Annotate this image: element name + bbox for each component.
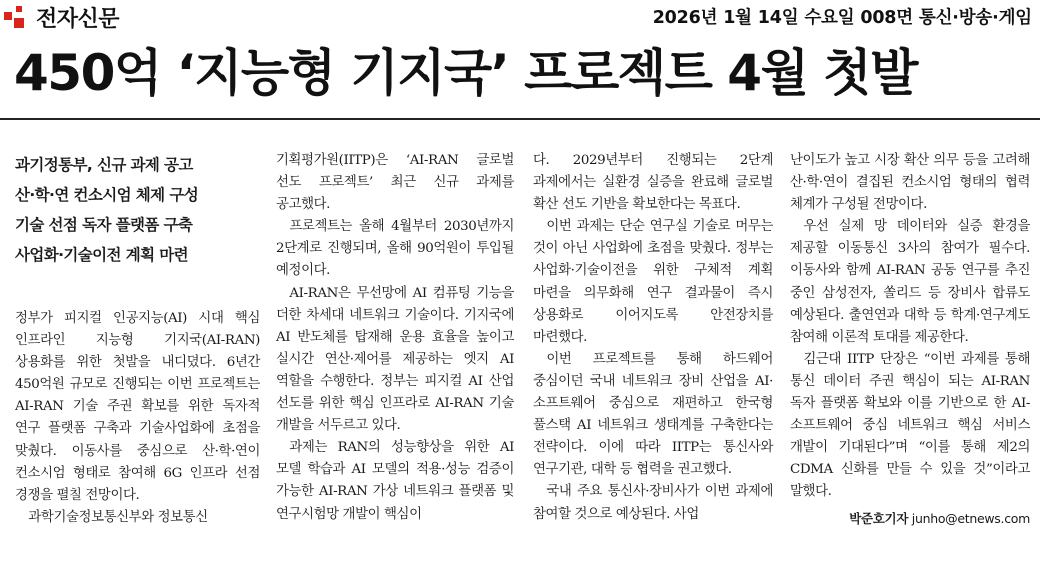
logo-text: 전자신문 — [36, 7, 120, 32]
subheadline-deck — [15, 150, 260, 270]
issue-info: 2026년 1월 14일 수요일 008면 통신·방송·게임 — [652, 8, 1032, 28]
body-paragraph: 난이도가 높고 시장 확산 의무 등을 고려해 산·학·연이 결집된 컨소시엄 형태의 협력 체계가 구성될 전망이다. — [790, 153, 1030, 213]
article-column-3 — [533, 150, 773, 526]
reporter-name: 박준호기자 — [849, 510, 909, 526]
article-column-2 — [276, 150, 514, 526]
article-column-4 — [790, 150, 1030, 530]
body-paragraph: 국내 주요 통신사·장비사가 이번 과제에 참여할 것으로 예상된다. 사업 — [533, 484, 773, 522]
deck-line: 사업화·기술이전 계획 마련 — [15, 246, 188, 264]
body-paragraph: 과제는 RAN의 성능향상을 위한 AI 모델 학습과 AI 모델의 적용·성능 검증이 가능한 AI-RAN 가상 네트워크 플랫폼 및 연구시험망 개발이 핵심이 — [276, 440, 514, 522]
deck-line: 기술 선점 독자 플랫폼 구축 — [15, 216, 193, 234]
newspaper-logo[interactable] — [4, 2, 119, 33]
masthead — [0, 0, 1040, 38]
reporter-email[interactable]: junho@etnews.com — [911, 510, 1030, 526]
byline — [790, 508, 1030, 530]
body-paragraph: 정부가 피지컬 인공지능(AI) 시대 핵심 인프라인 지능형 기지국(AI-RAN) 상용화를 위한 첫발을 내디뎠다. 6년간 450억원 규모로 진행되는 이번 프로젝트는 AI-RAN 기술 주권 확보를 위한 독자적 연구 플랫폼 구축과 기술사업화에 초점을 맞췄다. 이동사를 중심으로 산·학·연이 컨소시엄 형태로 참여해 6G 인프라 선점 경쟁을 펼칠 전망이다. — [15, 311, 260, 503]
body-paragraph: 우선 실제 망 데이터와 실증 환경을 제공할 이동통신 3사의 참여가 필수다. 이동사와 함께 AI-RAN 공동 연구를 추진 중인 삼성전자, 쏠리드 등 장비사 합류도 예상된다. 출연연과 대학 등 학계·연구계도 참여해 이론적 토대를 제공한다. — [790, 219, 1030, 345]
body-paragraph: 이번 과제는 단순 연구실 기술로 머무는 것이 아닌 사업화에 초점을 맞췄다. 정부는 사업화·기술이전을 위한 구체적 계획 마련을 의무화해 연구 결과물이 즉시 상용화로 이어지도록 안전장치를 마련했다. — [533, 219, 773, 345]
body-paragraph: 과학기술정보통신부와 정보통신 — [28, 509, 208, 525]
body-paragraph: 프로젝트는 올해 4월부터 2030년까지 2단계로 진행되며, 올해 90억원이 투입될 예정이다. — [276, 219, 514, 279]
article-column-1 — [15, 150, 260, 529]
body-paragraph: 다. 2029년부터 진행되는 2단계 과제에서는 실환경 실증을 완료해 글로벌 확산 선도 기반을 확보한다는 목표다. — [533, 153, 773, 213]
deck-line: 과기정통부, 신규 과제 공고 — [15, 156, 193, 174]
headline-divider — [0, 118, 1040, 120]
headline: 450억 ‘지능형 기지국’ 프로젝트 4월 첫발 — [14, 44, 917, 102]
logo-mark-icon — [4, 4, 32, 32]
body-paragraph: 이번 프로젝트를 통해 하드웨어 중심이던 국내 네트워크 장비 산업을 AI·소프트웨어 중심으로 재편하고 한국형 풀스택 AI 네트워크 생태계를 구축한다는 전략이다. 이에 따라 IITP는 통신사와 연구기관, 대학 등 협력을 권고했다. — [533, 351, 773, 478]
body-paragraph: 기획평가원(IITP)은 ‘AI-RAN 글로벌 선도 프로젝트’ 최근 신규 과제를 공고했다. — [276, 153, 514, 213]
deck-line: 산·학·연 컨소시엄 체제 구성 — [15, 186, 199, 204]
body-paragraph: 김근대 IITP 단장은 “이번 과제를 통해 통신 데이터 주권 핵심이 되는 AI-RAN 독자 플랫폼 확보와 이를 기반으로 한 AI-소프트웨어 중심 네트워크 핵심 서비스 개발이 기대된다”며 “이를 통해 제2의 CDMA 신화를 만들 수 있을 것”이라고 말했다. — [790, 351, 1030, 500]
body-paragraph: AI-RAN은 무선망에 AI 컴퓨팅 기능을 더한 차세대 네트워크 기술이다. 기지국에 AI 반도체를 탑재해 운용 효율을 높이고 실시간 연산·제어를 제공하는 엣지 AI 역할을 수행한다. 정부는 피지컬 AI 산업 선도를 위한 핵심 인프라로 AI-RAN 기술 개발을 서두르고 있다. — [276, 285, 514, 434]
